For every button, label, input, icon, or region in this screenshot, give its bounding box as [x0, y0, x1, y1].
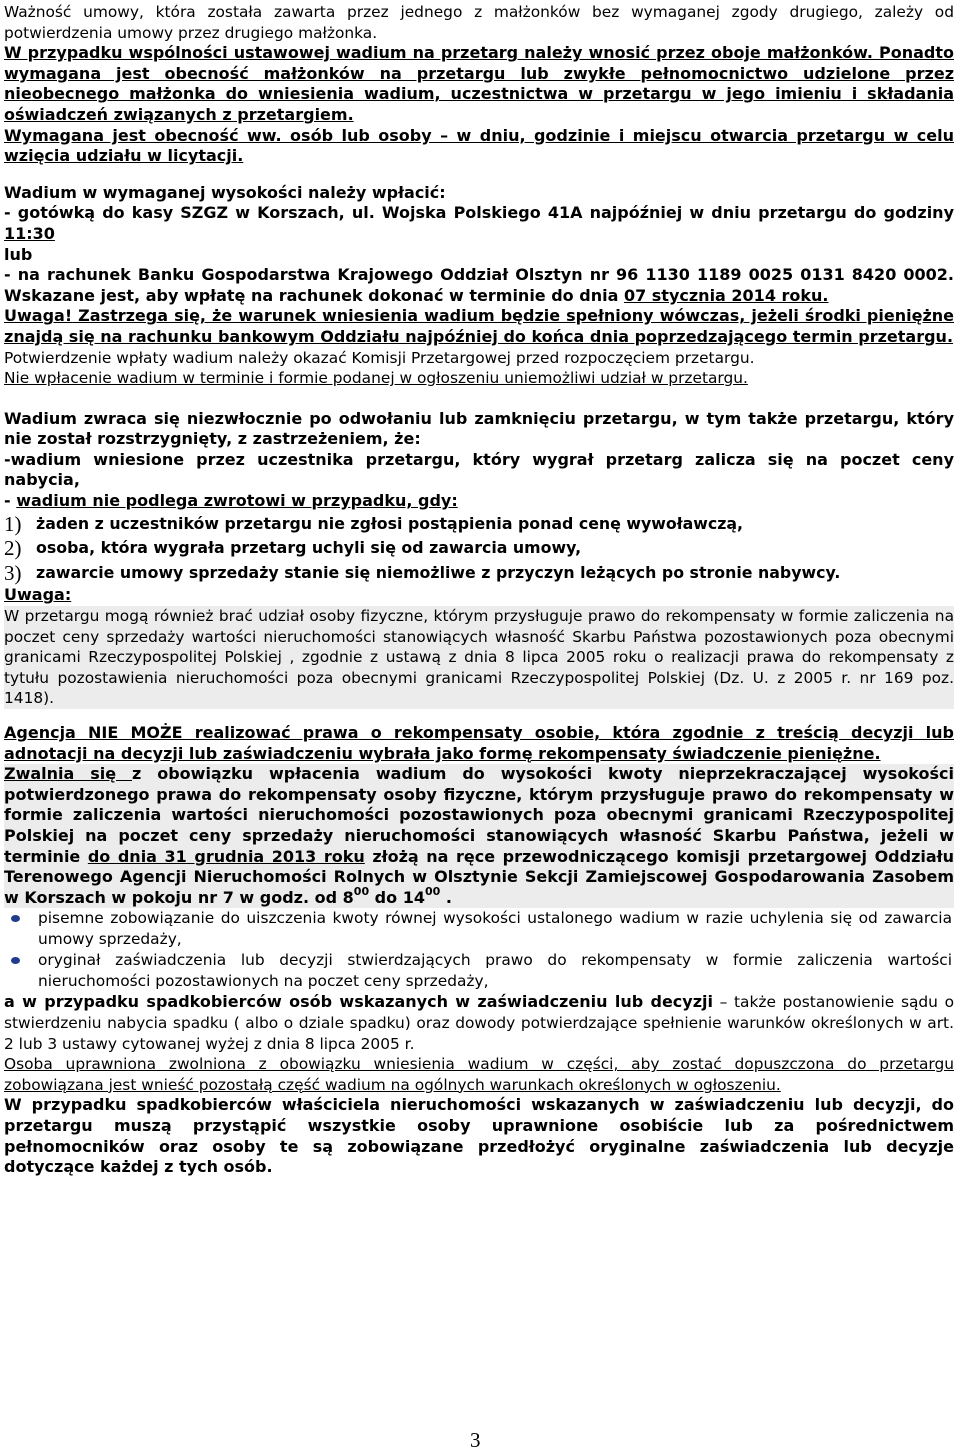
paragraph-warning: Uwaga! Zastrzega się, że warunek wniesienia wadium będzie spełniony wówczas, jeżeli środki pieniężne znajdą się na rachunku bankowym Oddziału najpóźniej do końca dnia poprzedzającego termin przetargu.	[4, 306, 954, 346]
list-item: 1) żaden z uczestników przetargu nie zgłosi postąpienia ponad cenę wywoławczą,	[4, 511, 744, 536]
paragraph-heirs-owner: W przypadku spadkobierców właściciela nieruchomości wskazanych w zaświadczeniu lub decyzji, do przetargu muszą przystąpić wszystkie osoby uprawnione osobiście lub za pośrednictwem pełnomocników oraz osoby te są zobowiązane przedłożyć oryginalne zaświadczenia lub decyzje dotyczące każdej z tych osób.	[4, 1095, 954, 1177]
paragraph-cash-payment: - gotówką do kasy SZGZ w Korszach, ul. Wojska Polskiego 41A najpóźniej w dniu przetargu do godziny 11:30	[4, 203, 954, 243]
paragraph-confirmation: Potwierdzenie wpłaty wadium należy okazać Komisji Przetargowej przed rozpoczęciem przetargu.	[4, 348, 755, 367]
document-page	[4, 2, 954, 1178]
paragraph-bank-transfer: - na rachunek Banku Gospodarstwa Krajowego Oddział Olsztyn nr 96 1130 1189 0025 0131 8420 0002. Wskazane jest, aby wpłatę na rachunek dokonać w terminie do dnia 07 stycznia 2014 roku.	[4, 265, 954, 305]
paragraph-joint-property: W przypadku wspólności ustawowej wadium na przetarg należy wnosić przez oboje małżonków. Ponadto wymagana jest obecność małżonków na przetargu lub zwykłe pełnomocnictwo udzielone przez nieobecnego małżonka do wniesienia wadium, uczestnictwa w przetargu w jego imieniu i składania oświadczeń związanych z przetargiem.	[4, 43, 954, 124]
paragraph-deposit-intro: Wadium w wymaganej wysokości należy wpłacić:	[4, 182, 446, 202]
list-item: 2) osoba, która wygrała przetarg uchyli się od zawarcia umowy,	[4, 536, 582, 561]
paragraph-exemption: Zwalnia się z obowiązku wpłacenia wadium do wysokości kwoty nieprzekraczającej wysokości potwierdzonego prawa do rekompensaty osoby fizyczne, którym przysługuje prawo do rekompensaty w formie zaliczenia wartości nieruchomości pozostawionych poza obecnymi granicami Rzeczypospolitej Polskiej na poczet ceny sprzedaży nieruchomości stanowiących własność Skarbu Państwa, jeżeli w terminie do dnia 31 grudnia 2013 roku złożą na ręce przewodniczącego komisji przetargowej Oddziału Terenowego Agencji Nieruchomości Rolnych w Olsztynie Sekcji Zamiejscowej Gospodarowania Zasobem w Korszach w pokoju nr 7 w godz. od $8^{00}$ do $14^{00}$ .	[4, 764, 955, 907]
paragraph-attendance: Wymagana jest obecność ww. osób lub osoby – w dniu, godzinie i miejscu otwarcia przetargu w celu wzięcia udziału w licytacji.	[4, 125, 954, 166]
bullet-item: pisemne zobowiązanie do uiszczenia kwoty równej wysokości ustalonego wadium w razie uchylenia się od zawarcia umowy sprzedaży,	[4, 908, 954, 950]
paragraph-or: lub	[4, 244, 33, 264]
paragraph-validity: Ważność umowy, która została zawarta przez jednego z małżonków bez wymaganej zgody drugiego, zależy od potwierdzenia umowy przez drugiego małżonka.	[4, 3, 954, 42]
bullet-item: oryginał zaświadczenia lub decyzji stwierdzających prawo do rekompensaty w formie zaliczenia wartości nieruchomości pozostawionych na poczet ceny sprzedaży,	[4, 950, 954, 992]
paragraph-no-refund: - wadium nie podlega zwrotowi w przypadku, gdy:	[4, 491, 458, 511]
paragraph-heirs: a w przypadku spadkobierców osób wskazanych w zaświadczeniu lub decyzji – także postanowienie sądu o stwierdzeniu nabycia spadku ( albo o dziale spadku) oraz dowody potwierdzające spełnienie warunków określonych w art. 2 lub 3 ustawy cytowanej wyżej z dnia 8 lipca 2005 r.	[4, 992, 954, 1053]
paragraph-non-payment: Nie wpłacenie wadium w terminie i formie podanej w ogłoszeniu uniemożliwi udział w przetargu.	[4, 369, 748, 388]
paragraph-winner-deposit: -wadium wniesione przez uczestnika przetargu, który wygrał przetarg zalicza się na poczet ceny nabycia,	[4, 449, 954, 490]
bullet-icon	[4, 908, 38, 950]
paragraph-refund: Wadium zwraca się niezwłocznie po odwołaniu lub zamknięciu przetargu, w tym także przetargu, który nie został rozstrzygnięty, z zastrzeżeniem, że:	[4, 408, 954, 449]
paragraph-partial-exemption: Osoba uprawniona zwolniona z obowiązku wniesienia wadium w części, aby zostać dopuszczona do przetargu zobowiązana jest wnieść pozostałą część wadium na ogólnych warunkach określonych w ogłoszeniu.	[4, 1055, 954, 1094]
paragraph-agency: Agencja NIE MOŻE realizować prawa o rekompensaty osobie, która zgodnie z treścią decyzji lub adnotacji na decyzji lub zaświadczeniu wybrała jako formę rekompensaty świadczenie pieniężne.	[4, 723, 954, 763]
list-item: 3) zawarcie umowy sprzedaży stanie się niemożliwe z przyczyn leżących po stronie nabywcy.	[4, 560, 841, 585]
uwaga-label: Uwaga:	[4, 585, 72, 605]
paragraph-compensation: W przetargu mogą również brać udział osoby fizyczne, którym przysługuje prawo do rekompensaty w formie zaliczenia na poczet ceny sprzedaży wartości nieruchomości stanowiących własność Skarbu Państwa pozostawionych poza obecnymi granicami Rzeczypospolitej Polskiej , zgodnie z ustawą z dnia 8 lipca 2005 roku o realizacji prawa do rekompensaty z tytułu pozostawienia nieruchomości poza obecnymi granicami Rzeczypospolitej Polskiej (Dz. U. z 2005 r. nr 169 poz. 1418).	[4, 607, 954, 708]
page-number: 3	[470, 1428, 481, 1452]
bullet-icon	[4, 950, 38, 992]
